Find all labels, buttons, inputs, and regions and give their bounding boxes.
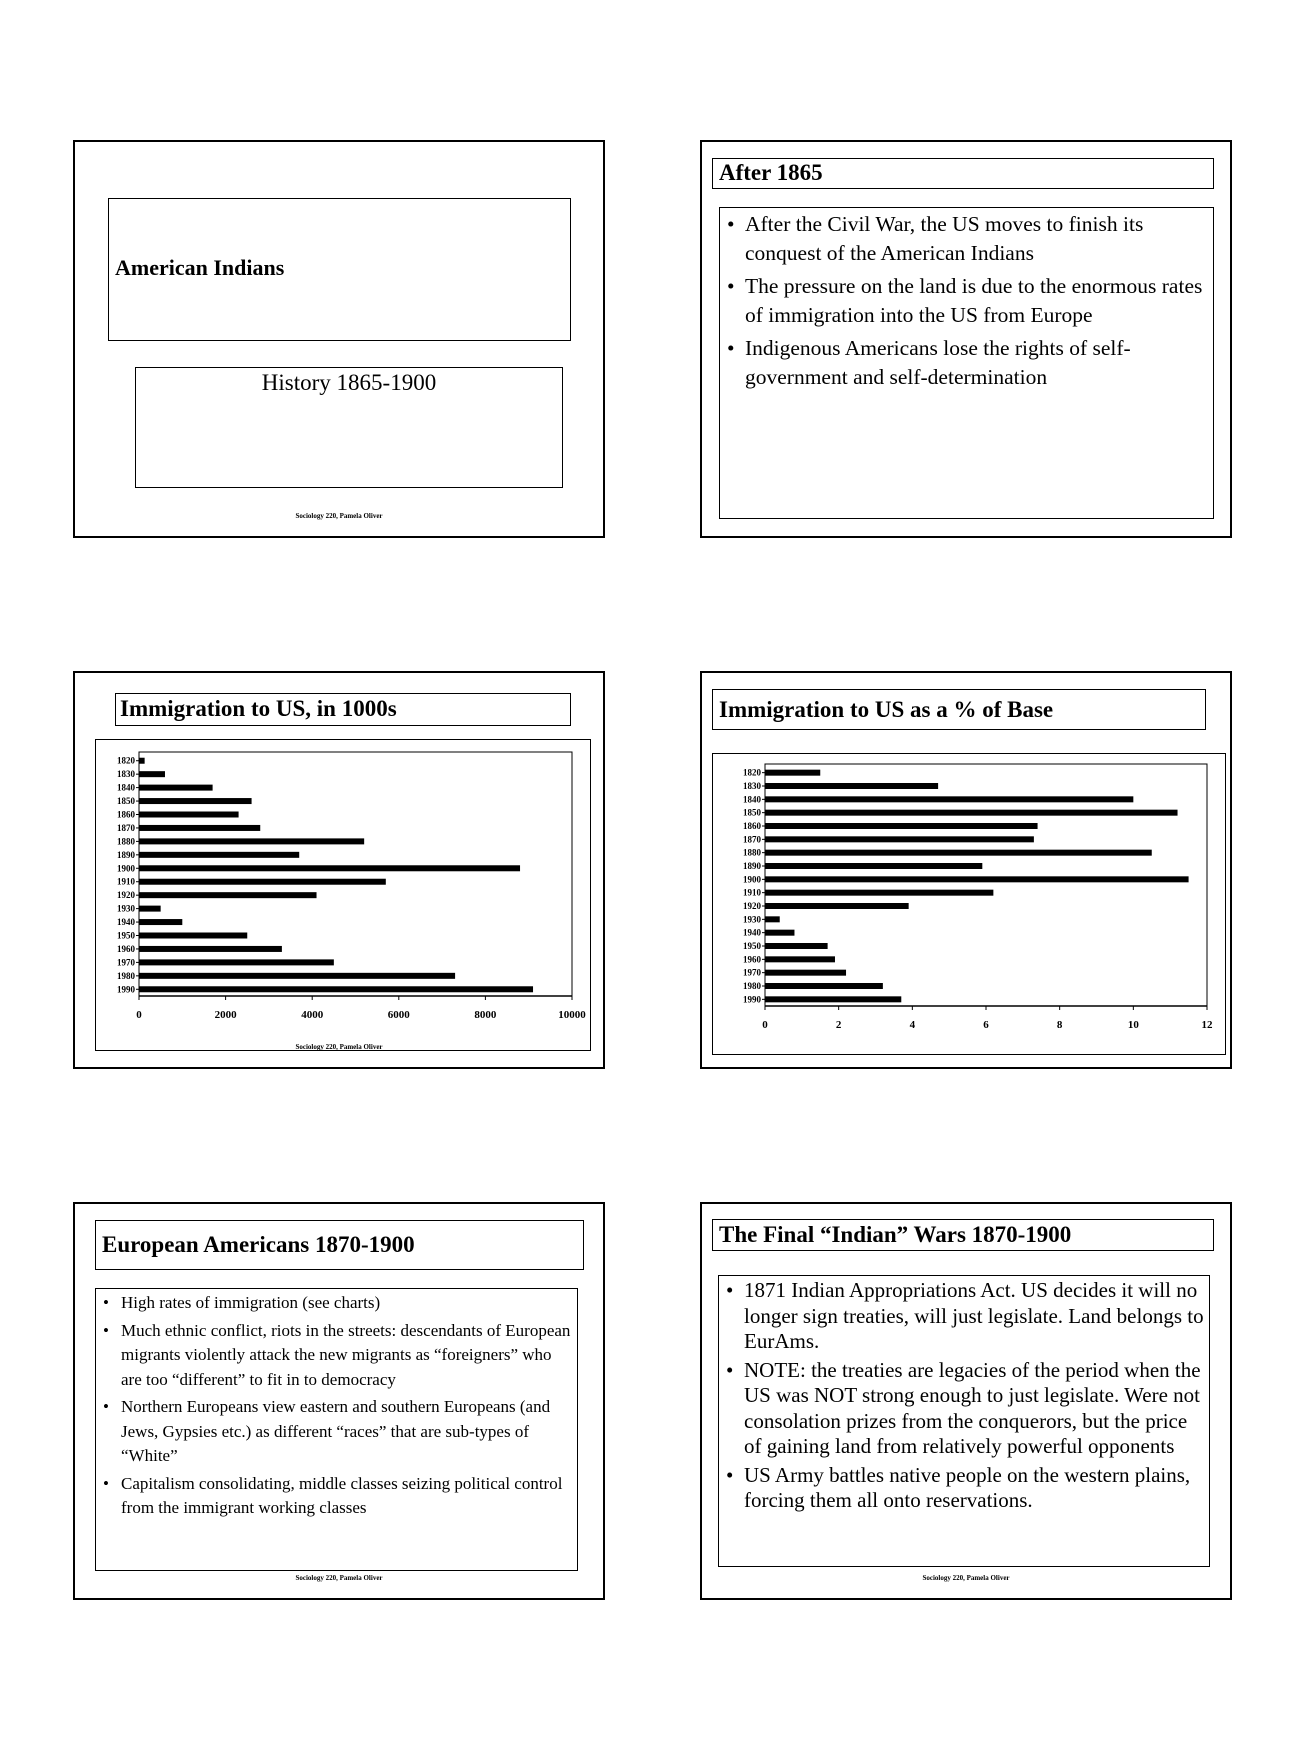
x-tick-label: 6000 xyxy=(387,1009,410,1021)
slide-6-bullet: • NOTE: the treaties are legacies of the period when the US was NOT strong enough to just legislate. Were not consolation prizes from the conquerors, but the price of gaining land from relatively powerful opponents xyxy=(744,1358,1204,1460)
bar xyxy=(139,933,247,939)
category-tick-label: 1890 xyxy=(743,861,761,871)
slide-footer: Sociology 220, Pamela Oliver xyxy=(295,512,383,520)
category-tick-label: 1980 xyxy=(117,970,135,981)
category-tick-label: 1860 xyxy=(743,821,761,831)
slide-1-title: American Indians xyxy=(115,255,285,280)
slide-footer: Sociology 220, Pamela Oliver xyxy=(295,1574,383,1582)
x-tick-label: 4 xyxy=(909,1019,916,1031)
slide-6-title: The Final “Indian” Wars 1870-1900 xyxy=(719,1222,1072,1247)
bar xyxy=(139,906,161,912)
bar xyxy=(765,996,901,1002)
slide-2-bullet: • The pressure on the land is due to the enormous rates of immigration into the US from Europe xyxy=(745,272,1205,330)
bar xyxy=(765,916,780,922)
category-tick-label: 1880 xyxy=(117,836,135,847)
slide-2-bullet-list xyxy=(745,210,1205,392)
category-tick-label: 1930 xyxy=(743,914,761,925)
slide-1-title-box xyxy=(108,198,571,341)
bar xyxy=(139,785,213,791)
slide-5-bullet-list xyxy=(121,1291,571,1521)
bar xyxy=(765,796,1133,802)
category-tick-label: 1870 xyxy=(117,822,135,833)
slide-5 xyxy=(73,1202,605,1600)
slide-2 xyxy=(700,140,1232,538)
slide-6 xyxy=(700,1202,1232,1600)
bar xyxy=(765,943,828,949)
bar xyxy=(139,892,317,898)
bar xyxy=(765,770,820,776)
slide-6-bullet-list xyxy=(744,1278,1204,1514)
chart-1-frame xyxy=(95,739,591,1051)
category-tick-label: 1940 xyxy=(117,917,135,928)
bar xyxy=(765,903,909,909)
category-tick-label: 1970 xyxy=(117,957,135,968)
category-tick-label: 1890 xyxy=(117,849,135,860)
slide-1-subtitle: History 1865-1900 xyxy=(261,370,437,395)
category-tick-label: 1850 xyxy=(117,796,135,807)
bar xyxy=(765,810,1178,816)
category-tick-label: 1940 xyxy=(743,927,761,938)
slide-1-subtitle-box xyxy=(135,367,563,488)
slide-1 xyxy=(73,140,605,538)
bar xyxy=(765,823,1038,829)
category-tick-label: 1990 xyxy=(117,984,135,995)
category-tick-label: 1960 xyxy=(117,943,135,954)
slide-6-bullet: • 1871 Indian Appropriations Act. US decides it will no longer sign treaties, will just legislate. Land belongs to EurAms. xyxy=(744,1278,1204,1355)
category-tick-label: 1990 xyxy=(743,994,761,1005)
bar xyxy=(139,825,260,831)
bar xyxy=(139,973,455,979)
x-tick-label: 0 xyxy=(136,1009,142,1021)
x-tick-label: 10000 xyxy=(558,1009,586,1021)
slide-3 xyxy=(73,671,605,1069)
x-tick-label: 0 xyxy=(762,1019,768,1031)
category-tick-label: 1920 xyxy=(743,901,761,911)
category-tick-label: 1900 xyxy=(743,874,761,885)
bar xyxy=(139,852,299,858)
immigration-percent-chart xyxy=(713,754,1225,1054)
category-tick-label: 1920 xyxy=(117,890,135,901)
bar xyxy=(139,812,239,818)
slide-5-bullet: • Northern Europeans view eastern and southern Europeans (and Jews, Gypsies etc.) as different “races” that are sub-types of “White” xyxy=(121,1395,571,1469)
slide-6-title-box xyxy=(712,1219,1214,1251)
slide-5-bullet: • High rates of immigration (see charts) xyxy=(121,1291,571,1316)
bar xyxy=(139,959,334,965)
bar xyxy=(139,838,364,844)
category-tick-label: 1980 xyxy=(743,981,761,991)
category-tick-label: 1930 xyxy=(117,903,135,914)
bar xyxy=(765,863,982,869)
x-tick-label: 6 xyxy=(983,1019,989,1031)
immigration-thousands-chart xyxy=(96,740,590,1050)
slide-4 xyxy=(700,671,1232,1069)
bar xyxy=(765,876,1189,882)
bar xyxy=(765,970,846,976)
category-tick-label: 1950 xyxy=(743,941,761,951)
slide-4-title-box xyxy=(712,689,1206,730)
category-tick-label: 1960 xyxy=(743,954,761,965)
category-tick-label: 1840 xyxy=(743,794,761,805)
bar xyxy=(139,771,165,777)
x-tick-label: 2 xyxy=(835,1019,842,1031)
bar xyxy=(765,930,794,936)
bar xyxy=(139,798,252,804)
bar xyxy=(765,983,883,989)
x-tick-label: 4000 xyxy=(301,1009,324,1021)
category-tick-label: 1820 xyxy=(117,755,135,766)
category-tick-label: 1870 xyxy=(743,834,761,845)
bar xyxy=(765,783,938,789)
x-tick-label: 12 xyxy=(1201,1019,1213,1031)
category-tick-label: 1830 xyxy=(743,781,761,791)
x-tick-label: 8 xyxy=(1056,1019,1063,1031)
slide-2-title-box xyxy=(712,158,1214,189)
slide-2-bullet: • After the Civil War, the US moves to finish its conquest of the American Indians xyxy=(745,210,1205,268)
category-tick-label: 1970 xyxy=(743,967,761,978)
slide-5-title-box xyxy=(95,1220,584,1270)
category-tick-label: 1910 xyxy=(117,876,135,887)
slide-5-bullet: • Much ethnic conflict, riots in the streets: descendants of European migrants violently attack the new migrants as “foreigners” who are too “different” to fit in to democracy xyxy=(121,1319,571,1393)
slide-6-bullet: • US Army battles native people on the western plains, forcing them all onto reservations. xyxy=(744,1463,1204,1514)
slide-2-body-box xyxy=(719,207,1214,519)
x-tick-label: 10 xyxy=(1127,1019,1139,1031)
category-tick-label: 1950 xyxy=(117,930,135,941)
x-tick-label: 8000 xyxy=(474,1009,497,1021)
slide-5-body-box xyxy=(95,1288,578,1571)
x-tick-label: 2000 xyxy=(214,1009,237,1021)
bar xyxy=(139,879,386,885)
category-tick-label: 1860 xyxy=(117,809,135,820)
category-tick-label: 1880 xyxy=(743,847,761,858)
slide-5-bullet: • Capitalism consolidating, middle classes seizing political control from the immigrant working classes xyxy=(121,1472,571,1521)
slide-2-title: After 1865 xyxy=(719,160,823,185)
bar xyxy=(139,758,145,764)
bar xyxy=(139,919,182,925)
chart-2-frame xyxy=(712,753,1226,1055)
bar xyxy=(765,836,1034,842)
bar xyxy=(139,865,520,871)
bar xyxy=(765,850,1152,856)
category-tick-label: 1830 xyxy=(117,769,135,780)
slide-footer: Sociology 220, Pamela Oliver xyxy=(295,1043,383,1051)
category-tick-label: 1840 xyxy=(117,782,135,793)
bar xyxy=(139,946,282,952)
slide-2-bullet: • Indigenous Americans lose the rights of self-government and self-determination xyxy=(745,334,1205,392)
slide-3-title: Immigration to US, in 1000s xyxy=(120,696,397,721)
slide-3-title-box xyxy=(115,693,571,726)
bar xyxy=(139,986,533,992)
category-tick-label: 1820 xyxy=(743,767,761,778)
bar xyxy=(765,890,993,896)
slide-footer: Sociology 220, Pamela Oliver xyxy=(922,1574,1010,1582)
bar xyxy=(765,956,835,962)
category-tick-label: 1900 xyxy=(117,863,135,874)
category-tick-label: 1910 xyxy=(743,887,761,898)
slide-6-body-box xyxy=(718,1275,1210,1567)
slide-5-title: European Americans 1870-1900 xyxy=(102,1232,415,1257)
category-tick-label: 1850 xyxy=(743,807,761,818)
slide-4-title: Immigration to US as a % of Base xyxy=(719,697,1054,722)
